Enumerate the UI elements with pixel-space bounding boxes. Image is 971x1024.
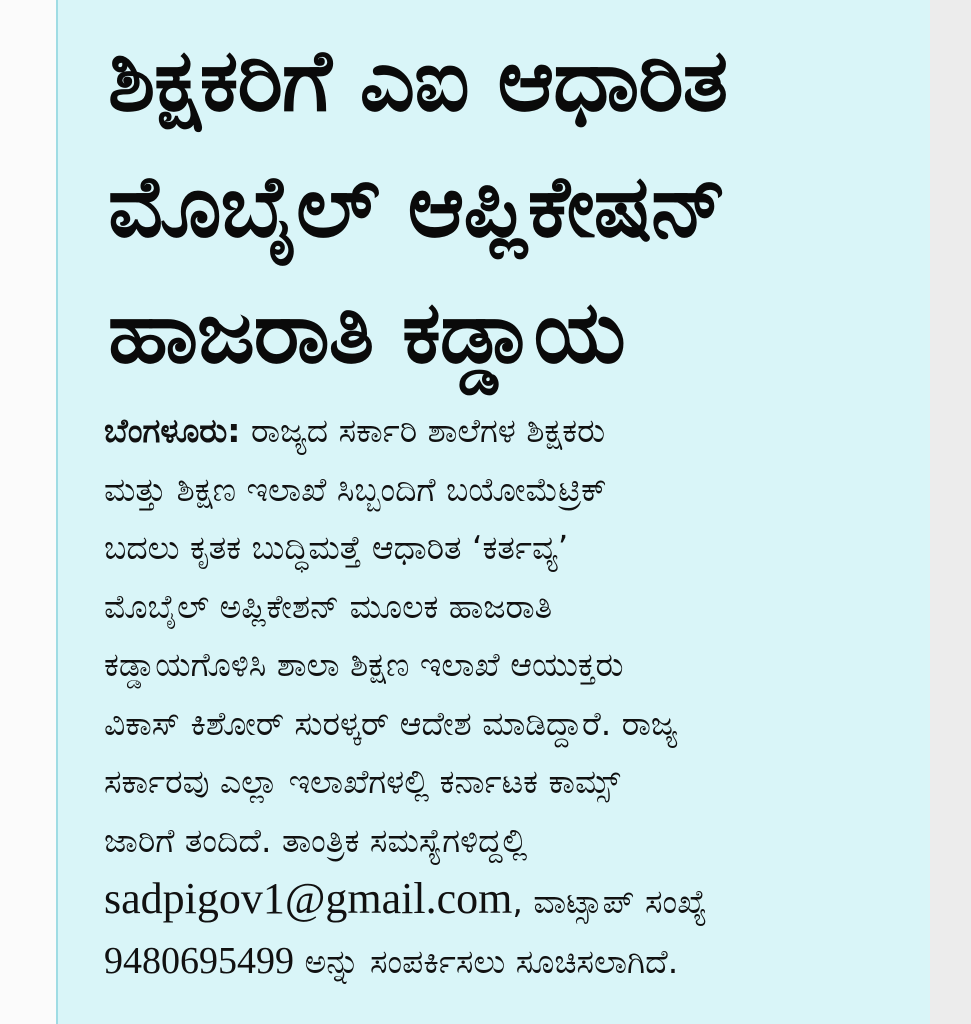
right-margin-strip xyxy=(930,0,971,1024)
body-line-1 xyxy=(104,402,919,461)
email-suffix: , ವಾಟ್ಸಾಪ್ ಸಂಖ್ಯೆ xyxy=(512,882,707,921)
body-line-10 xyxy=(104,932,919,992)
headline-line-3: ಹಾಜರಾತಿ ಕಡ್ಡಾಯ xyxy=(108,283,625,383)
body-line-9 xyxy=(104,870,919,932)
body-line-7: ಸರ್ಕಾರವು ಎಲ್ಲಾ ಇಲಾಖೆಗಳಲ್ಲಿ ಕರ್ನಾಟಕ ಕಾಮ್ಸ್ xyxy=(104,762,621,801)
body-line-5: ಕಡ್ಡಾಯಗೊಳಿಸಿ ಶಾಲಾ ಶಿಕ್ಷಣ ಇಲಾಖೆ ಆಯುಕ್ತರು xyxy=(104,645,624,684)
body-line-3: ಬದಲು ಕೃತಕ ಬುದ್ಧಿಮತ್ತೆ ಆಧಾರಿತ ‘ಕರ್ತವ್ಯ’ xyxy=(104,528,569,567)
body-text: ರಾಜ್ಯದ ಸರ್ಕಾರಿ ಶಾಲೆಗಳ ಶಿಕ್ಷಕರು xyxy=(240,411,606,450)
closing-text: ಅನ್ನು ಸಂಪರ್ಕಿಸಲು ಸೂಚಿಸಲಾಗಿದೆ. xyxy=(294,941,679,981)
headline-line-2: ಮೊಬೈಲ್ ಆಪ್ಲಿಕೇಷನ್ xyxy=(108,157,726,257)
body-line-8: ಜಾರಿಗೆ ತಂದಿದೆ. ತಾಂತ್ರಿಕ ಸಮಸ್ಯೆಗಳಿದ್ದಲ್ಲಿ xyxy=(104,820,528,860)
headline-line-1: ಶಿಕ್ಷಕರಿಗೆ ಎಐ ಆಧಾರಿತ xyxy=(108,31,728,131)
left-margin xyxy=(0,0,56,1024)
contact-phone: 9480695499 xyxy=(104,939,294,982)
contact-email: sadpigov1@gmail.com xyxy=(104,874,513,923)
body-line-2: ಮತ್ತು ಶಿಕ್ಷಣ ಇಲಾಖೆ ಸಿಬ್ಬಂದಿಗೆ ಬಯೋಮೆಟ್ರಿಕ್ xyxy=(104,469,607,509)
newspaper-clipping xyxy=(56,0,930,1024)
body-line-6: ವಿಕಾಸ್ ಕಿಶೋರ್ ಸುರಳ್ಕರ್ ಆದೇಶ ಮಾಡಿದ್ದಾರೆ. ರಾಜ್ಯ xyxy=(104,703,678,743)
headline xyxy=(108,18,908,396)
body-line-4: ಮೊಬೈಲ್ ಅಪ್ಲಿಕೇಶನ್ ಮೂಲಕ ಹಾಜರಾತಿ xyxy=(104,586,553,626)
article-body xyxy=(104,402,919,991)
dateline: ಬೆಂಗಳೂರು: xyxy=(104,411,241,450)
